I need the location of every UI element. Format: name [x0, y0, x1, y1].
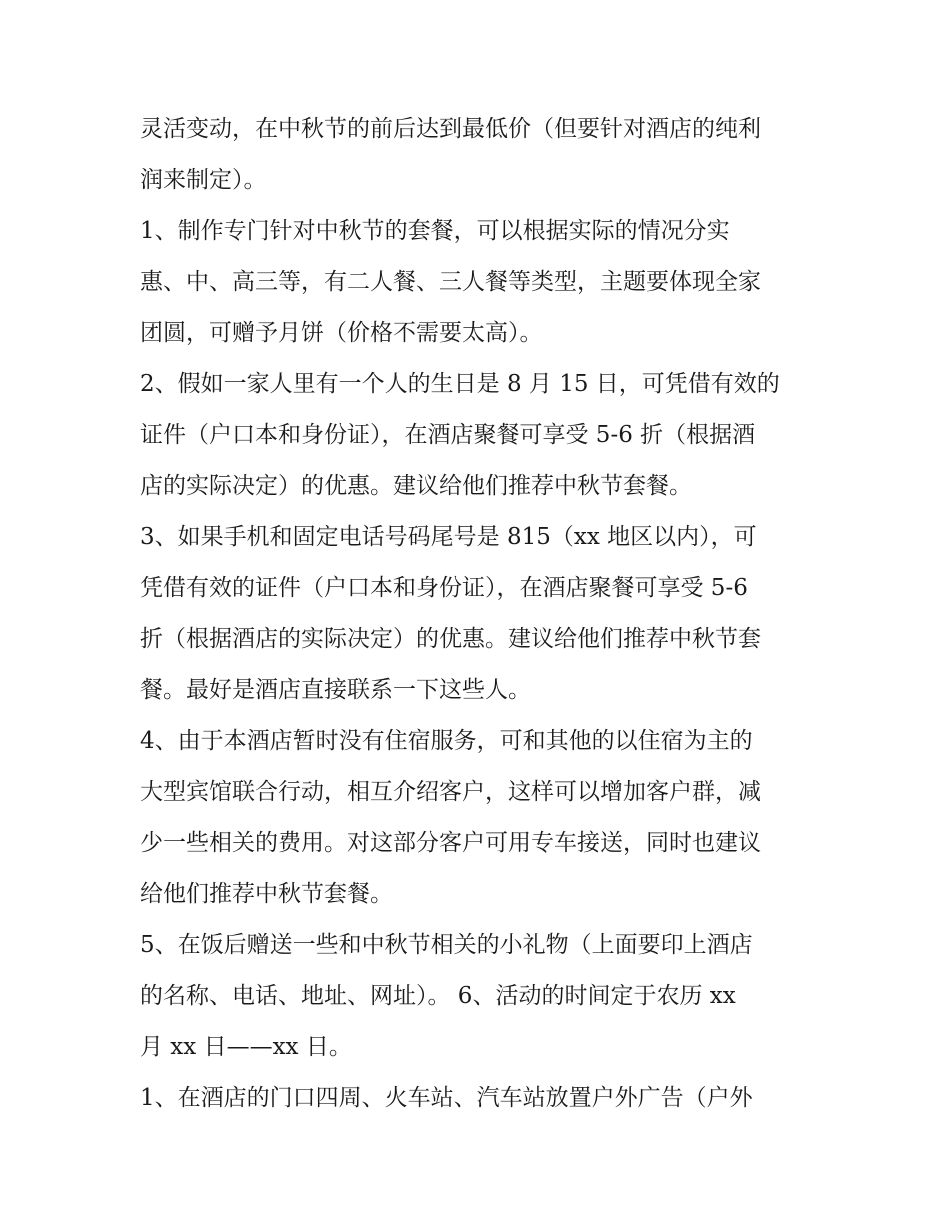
text-line: 折（根据酒店的实际决定）的优惠。建议给他们推荐中秋节套: [140, 626, 761, 652]
text-line: 1、制作专门针对中秋节的套餐，可以根据实际的情况分实: [140, 218, 730, 244]
text-line: 润来制定）。: [140, 167, 267, 193]
text-line: 2、假如一家人里有一个人的生日是 8 月 15 日，可凭借有效的: [140, 371, 780, 397]
text-line: 少一些相关的费用。对这部分客户可用专车接送，同时也建议: [140, 830, 761, 856]
text-line: 给他们推荐中秋节套餐。: [140, 881, 393, 907]
document-body: [140, 104, 830, 1124]
text-line: 3、如果手机和固定电话号码尾号是 815（xx 地区以内），可: [140, 524, 757, 550]
text-line: 凭借有效的证件（户口本和身份证），在酒店聚餐可享受 5-6: [140, 575, 748, 601]
text-line: 店的实际决定）的优惠。建议给他们推荐中秋节套餐。: [140, 473, 692, 499]
text-line: 灵活变动，在中秋节的前后达到最低价（但要针对酒店的纯利: [140, 116, 761, 142]
text-line: 证件（户口本和身份证），在酒店聚餐可享受 5-6 折（根据酒: [140, 422, 756, 448]
text-line: 的名称、电话、地址、网址）。 6、活动的时间定于农历 xx: [140, 983, 736, 1009]
text-line: 月 xx 日——xx 日。: [140, 1034, 352, 1060]
text-line: 惠、中、高三等，有二人餐、三人餐等类型，主题要体现全家: [140, 269, 761, 295]
text-line: 大型宾馆联合行动，相互介绍客户，这样可以增加客户群，减: [140, 779, 761, 805]
text-line: 餐。最好是酒店直接联系一下这些人。: [140, 677, 531, 703]
text-line: 5、在饭后赠送一些和中秋节相关的小礼物（上面要印上酒店: [140, 932, 753, 958]
text-line: 团圆，可赠予月饼（价格不需要太高）。: [140, 320, 543, 346]
text-line: 4、由于本酒店暂时没有住宿服务，可和其他的以住宿为主的: [140, 728, 753, 754]
text-line: 1、在酒店的门口四周、火车站、汽车站放置户外广告（户外: [140, 1085, 753, 1111]
